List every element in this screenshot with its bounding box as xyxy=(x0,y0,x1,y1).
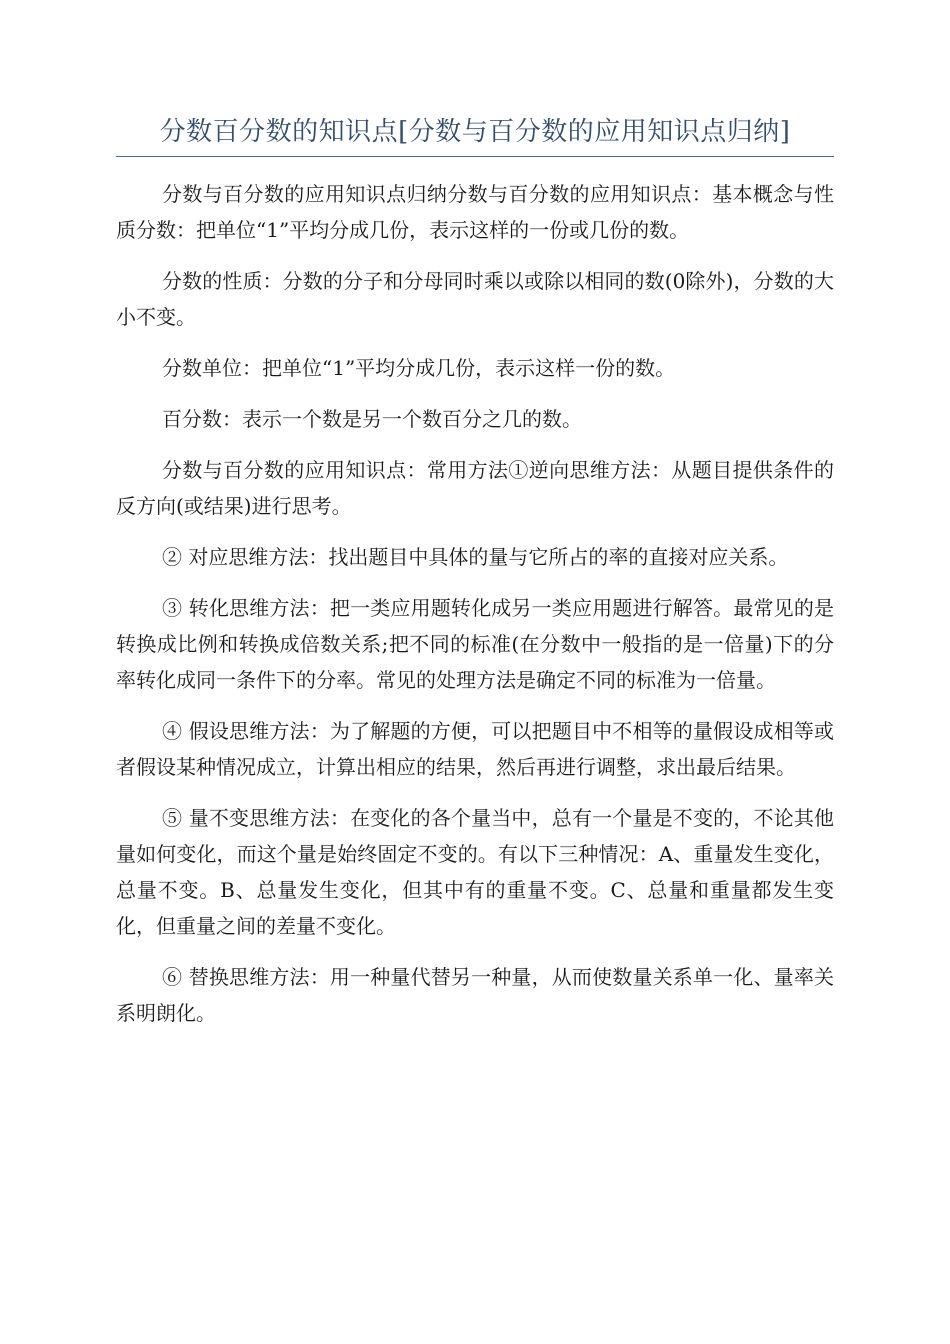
paragraph-property: 分数的性质：分数的分子和分母同时乘以或除以相同的数(0除外)，分数的大小不变。 xyxy=(116,269,834,329)
title-block xyxy=(116,112,834,157)
paragraph-method-2: ② 对应思维方法：找出题目中具体的量与它所占的率的直接对应关系。 xyxy=(162,545,789,569)
paragraph-method-6: ⑥ 替换思维方法：用一种量代替另一种量，从而使数量关系单一化、量率关系明朗化。 xyxy=(116,965,834,1025)
document-body xyxy=(116,176,834,1046)
paragraph-method-5: ⑤ 量不变思维方法：在变化的各个量当中，总有一个量是不变的，不论其他量如何变化，而这个量是始终固定不变的。有以下三种情况：A、重量发生变化，总量不变。B、总量发生变化，但其中有的重量不变。C、总量和重量都发生变化，但重量之间的差量不变化。 xyxy=(116,806,834,938)
paragraph-method-1: 分数与百分数的应用知识点：常用方法①逆向思维方法：从题目提供条件的反方向(或结果)进行思考。 xyxy=(116,458,834,518)
paragraph-fraction-unit: 分数单位：把单位“1”平均分成几份，表示这样一份的数。 xyxy=(162,356,676,380)
paragraph-definition: 分数与百分数的应用知识点归纳分数与百分数的应用知识点：基本概念与性质分数：把单位“1”平均分成几份，表示这样的一份或几份的数。 xyxy=(116,182,834,242)
paragraph-percentage: 百分数：表示一个数是另一个数百分之几的数。 xyxy=(162,407,582,431)
document-title: 分数百分数的知识点[分数与百分数的应用知识点归纳] xyxy=(159,117,791,147)
paragraph-method-3: ③ 转化思维方法：把一类应用题转化成另一类应用题进行解答。最常见的是转换成比例和转换成倍数关系;把不同的标准(在分数中一般指的是一倍量)下的分率转化成同一条件下的分率。常见的处理方法是确定不同的标准为一倍量。 xyxy=(116,596,834,692)
paragraph-method-4: ④ 假设思维方法：为了解题的方便，可以把题目中不相等的量假设成相等或者假设某种情况成立，计算出相应的结果，然后再进行调整，求出最后结果。 xyxy=(116,719,834,779)
